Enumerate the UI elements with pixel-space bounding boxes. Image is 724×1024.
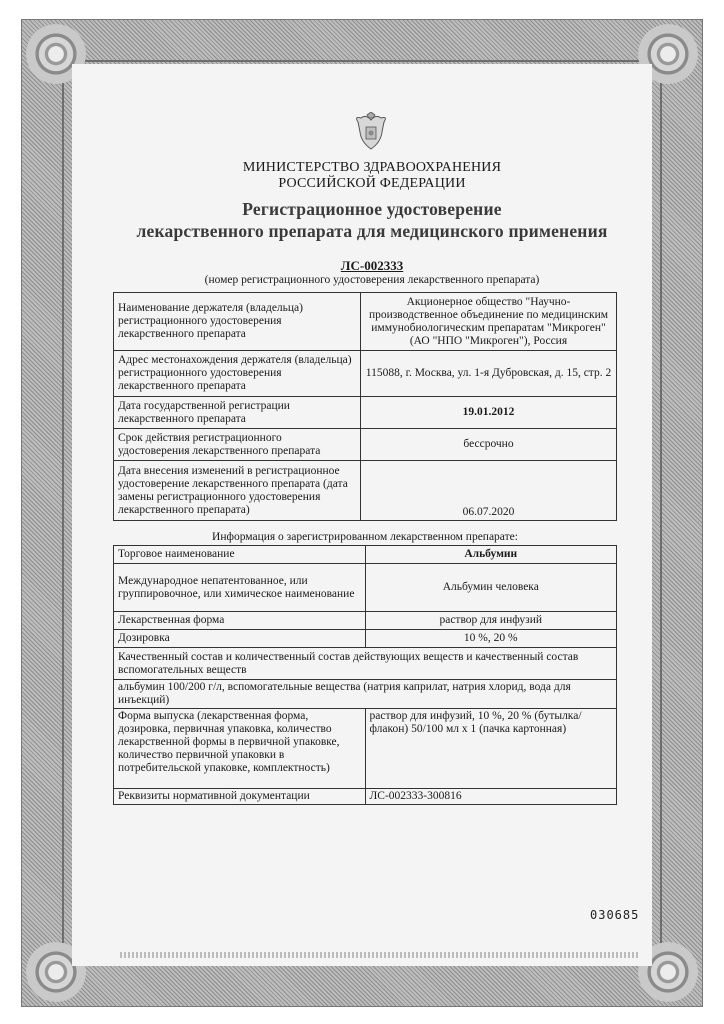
release-form-value: раствор для инфузий, 10 %, 20 % (бутылка/флакон) 50/100 мл x 1 (пачка картонная) [365, 709, 617, 789]
ministry-line-2: РОССИЙСКОЙ ФЕДЕРАЦИИ [278, 176, 466, 191]
table-row [114, 546, 617, 564]
coat-of-arms-icon [352, 112, 390, 152]
table-row [114, 530, 617, 546]
dosage-form-value: раствор для инфузий [365, 612, 617, 630]
table-row [114, 680, 617, 709]
microprint-line [120, 952, 640, 958]
registration-date-label: Дата государственной регистрации лекарственного препарата [114, 397, 361, 429]
table-row [114, 461, 617, 521]
dosage-label: Дозировка [114, 630, 366, 648]
table-row [114, 709, 617, 789]
drug-info-table [113, 530, 617, 805]
table-row [114, 648, 617, 680]
table-row [114, 630, 617, 648]
table-row [114, 397, 617, 429]
table-row [114, 612, 617, 630]
drug-info-header: Информация о зарегистрированном лекарственном препарате: [212, 531, 518, 543]
trade-name-value: Альбумин [365, 546, 617, 564]
dosage-form-label: Лекарственная форма [114, 612, 366, 630]
holder-address-value: 115088, г. Москва, ул. 1-я Дубровская, д. 15, стр. 2 [361, 351, 617, 397]
changes-date-label: Дата внесения изменений в регистрационное удостоверение лекарственного препарата (дата замены регистрационного удостоверения лекарственного препарата) [114, 461, 361, 521]
holder-table [113, 292, 617, 521]
table-row [114, 429, 617, 461]
normative-docs-value: ЛС-002333-300816 [365, 789, 617, 805]
composition-value: альбумин 100/200 г/л, вспомогательные вещества (натрия каприлат, натрия хлорид, вода для инъекций) [114, 680, 617, 709]
title-line-2: лекарственного препарата для медицинского применения [136, 221, 608, 241]
table-row [114, 293, 617, 351]
normative-docs-label: Реквизиты нормативной документации [114, 789, 366, 805]
inn-label: Международное непатентованное, или группировочное, или химическое наименование [114, 564, 366, 612]
validity-label: Срок действия регистрационного удостоверения лекарственного препарата [114, 429, 361, 461]
inn-value: Альбумин человека [365, 564, 617, 612]
registration-number: ЛС-002333 [340, 258, 404, 273]
table-row [114, 789, 617, 805]
registration-number-block [150, 258, 594, 287]
registration-number-caption: (номер регистрационного удостоверения лекарственного препарата) [204, 274, 540, 286]
serial-number: 030685 [590, 908, 640, 922]
changes-date-value: 06.07.2020 [361, 461, 617, 521]
trade-name-label: Торговое наименование [114, 546, 366, 564]
table-row [114, 564, 617, 612]
registration-date-value: 19.01.2012 [361, 397, 617, 429]
dosage-value: 10 %, 20 % [365, 630, 617, 648]
title-line-1: Регистрационное удостоверение [242, 199, 502, 219]
holder-address-label: Адрес местонахождения держателя (владельца) регистрационного удостоверения лекарственного препарата [114, 351, 361, 397]
holder-name-value: Акционерное общество "Научно-производственное объединение по медицинским иммунобиологическим препаратам "Микроген" (АО "НПО "Микроген"), Россия [361, 293, 617, 351]
validity-value: бессрочно [361, 429, 617, 461]
composition-header: Качественный состав и количественный состав действующих веществ и качественный состав вспомогательных веществ [114, 648, 617, 680]
ministry-line-1: МИНИСТЕРСТВО ЗДРАВООХРАНЕНИЯ [242, 160, 502, 175]
table-row [114, 351, 617, 397]
document-title [100, 198, 644, 242]
ministry-name [150, 160, 594, 192]
release-form-label: Форма выпуска (лекарственная форма, дозировка, первичная упаковка, количество лекарственной формы в первичной упаковке, количество первичной упаковки в потребительской упаковке, комплектность) [114, 709, 366, 789]
holder-name-label: Наименование держателя (владельца) регистрационного удостоверения лекарственного препарата [114, 293, 361, 351]
